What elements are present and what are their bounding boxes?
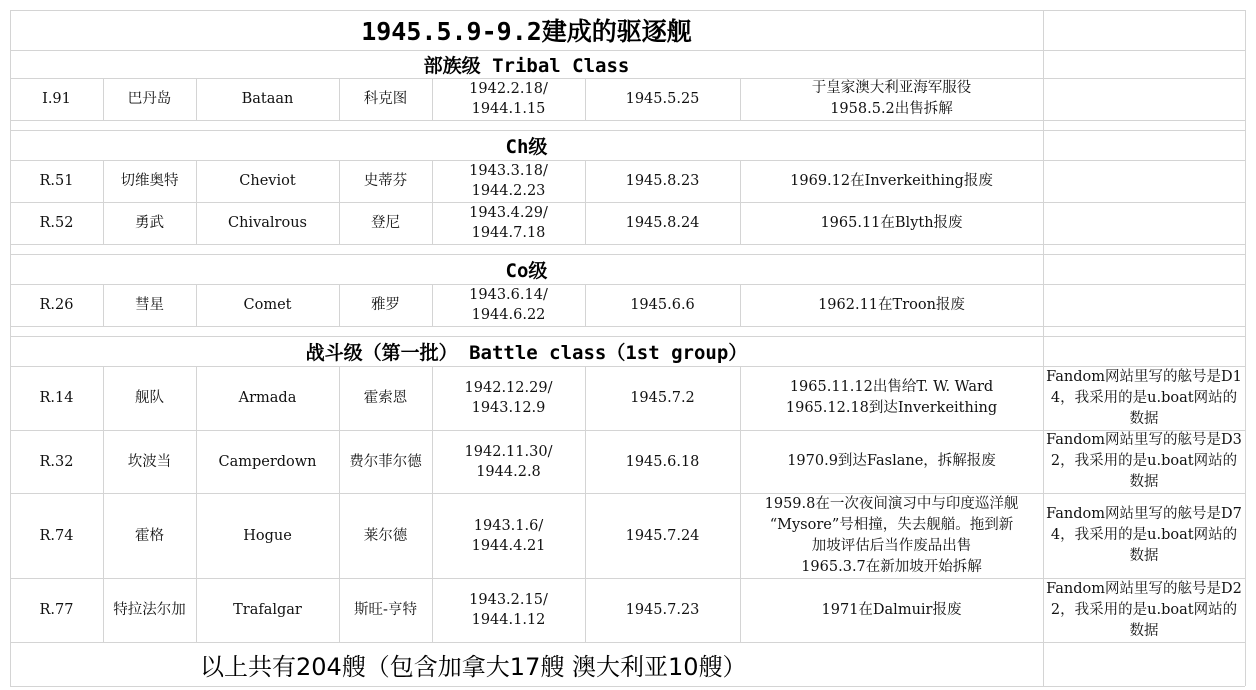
grid-line — [10, 578, 11, 642]
grid-line — [10, 430, 11, 493]
grid-line — [1043, 366, 1044, 430]
grid-line — [1245, 78, 1246, 120]
grid-line — [10, 50, 11, 78]
grid-line — [103, 78, 104, 120]
chinese-name-cell: 坎波当 — [127, 453, 172, 470]
note-cell — [1045, 160, 1243, 202]
grid-line — [1043, 254, 1044, 284]
fate-cell — [740, 578, 1043, 642]
pennant-cell: R.52 — [39, 215, 74, 231]
grid-line — [1245, 430, 1246, 493]
text-line: 1944.1.15 — [471, 101, 546, 117]
grid-line — [432, 284, 433, 326]
dates-cell — [432, 78, 585, 120]
note-cell: Fandom网站里写的舷号是D22，我采用的是u.boat网站的数据 — [1046, 580, 1242, 639]
builder-cell: 霍索恩 — [363, 390, 408, 406]
pennant-cell: R.74 — [39, 527, 74, 544]
builder-cell: 费尔菲尔德 — [349, 453, 422, 470]
grid-line — [432, 160, 433, 202]
grid-line — [339, 493, 340, 578]
builder-cell: 雅罗 — [371, 297, 400, 313]
pennant-cell: R.26 — [39, 297, 74, 313]
grid-line — [10, 160, 11, 202]
grid-line — [10, 284, 1245, 285]
grid-line — [740, 78, 741, 120]
chinese-name-cell: 巴丹岛 — [127, 91, 172, 107]
footer-summary: 以上共有204艘（包含加拿大17艘 澳大利亚10艘） — [200, 652, 747, 681]
fate-cell — [740, 284, 1043, 326]
english-name-cell: Hogue — [243, 527, 292, 544]
dates-cell — [432, 366, 585, 430]
grid-line — [10, 50, 1245, 51]
grid-line — [1043, 578, 1044, 642]
grid-line — [1245, 578, 1246, 642]
grid-line — [339, 202, 340, 244]
page-title: 1945.5.9-9.2建成的驱逐舰 — [361, 17, 692, 46]
grid-line — [1245, 50, 1246, 78]
grid-line — [1043, 284, 1044, 326]
grid-line — [10, 366, 11, 430]
grid-line — [1245, 254, 1246, 284]
grid-line — [1043, 50, 1044, 78]
grid-line — [10, 336, 11, 366]
text-line: 1962.11在Troon报废 — [818, 296, 965, 313]
section-heading: 部族级 Tribal Class — [423, 54, 630, 77]
grid-line — [740, 430, 741, 493]
grid-line — [10, 326, 11, 336]
grid-line — [1043, 120, 1044, 130]
grid-line — [432, 493, 433, 578]
note-cell: Fandom网站里写的舷号是D14，我采用的是u.boat网站的数据 — [1046, 368, 1242, 427]
builder-cell: 莱尔德 — [363, 527, 408, 544]
grid-line — [339, 430, 340, 493]
grid-line — [1245, 120, 1246, 130]
grid-line — [10, 493, 11, 578]
grid-line — [1245, 10, 1246, 50]
chinese-name-cell: 特拉法尔加 — [113, 602, 186, 618]
completed-cell: 1945.7.24 — [625, 527, 700, 544]
grid-line — [585, 366, 586, 430]
grid-line — [339, 578, 340, 642]
grid-line — [10, 78, 11, 120]
grid-line — [10, 642, 1245, 643]
grid-line — [1043, 78, 1044, 120]
grid-line — [1245, 130, 1246, 160]
grid-line — [585, 284, 586, 326]
text-line: 加坡评估后当作废品出售 — [811, 537, 972, 554]
text-line: 1942.11.30/ — [464, 443, 553, 460]
english-name-cell: Trafalgar — [233, 602, 302, 618]
builder-cell: 斯旺-亨特 — [354, 602, 417, 618]
grid-line — [196, 284, 197, 326]
english-name-cell: Chivalrous — [228, 215, 307, 231]
text-line: 1970.9到达Faslane，拆解报废 — [787, 453, 996, 469]
english-name-cell: Cheviot — [239, 173, 296, 189]
grid-line — [1245, 336, 1246, 366]
fate-cell — [740, 430, 1043, 493]
grid-line — [10, 284, 11, 326]
fate-cell — [740, 366, 1043, 430]
text-line: 于皇家澳大利亚海军服役 — [811, 80, 972, 96]
text-line: 1965.12.18到达Inverkeithing — [785, 400, 998, 416]
grid-line — [1245, 244, 1246, 254]
chinese-name-cell: 勇武 — [135, 215, 164, 231]
fate-cell — [740, 202, 1043, 244]
text-line: 1943.2.15/ — [469, 592, 548, 608]
grid-line — [196, 366, 197, 430]
dates-cell — [432, 202, 585, 244]
grid-line — [103, 202, 104, 244]
grid-line — [1043, 130, 1044, 160]
grid-line — [103, 160, 104, 202]
note-cell — [1045, 284, 1243, 326]
grid-line — [1245, 284, 1246, 326]
text-line: “Mysore”号相撞，失去舰艏。拖到新 — [769, 516, 1014, 533]
text-line: 1944.2.8 — [476, 463, 541, 480]
grid-line — [1245, 642, 1246, 686]
grid-line — [103, 493, 104, 578]
text-line: 1943.4.29/ — [469, 205, 548, 221]
grid-line — [432, 366, 433, 430]
completed-cell: 1945.8.23 — [625, 173, 700, 189]
grid-line — [10, 254, 11, 284]
grid-line — [10, 244, 11, 254]
text-line: 1965.11.12出售给T. W. Ward — [789, 379, 994, 395]
grid-line — [1043, 336, 1044, 366]
grid-line — [10, 366, 1245, 367]
grid-line — [740, 202, 741, 244]
grid-line — [740, 284, 741, 326]
grid-line — [196, 160, 197, 202]
grid-line — [1043, 642, 1044, 686]
text-line: 1958.5.2出售拆解 — [830, 101, 953, 117]
grid-line — [196, 430, 197, 493]
grid-line — [10, 78, 1245, 79]
text-line: 1965.3.7在新加坡开始拆解 — [801, 558, 982, 575]
fate-cell — [740, 78, 1043, 120]
grid-line — [10, 686, 1245, 687]
grid-line — [740, 366, 741, 430]
grid-line — [10, 10, 1245, 11]
dates-cell — [432, 284, 585, 326]
grid-line — [1043, 10, 1044, 50]
grid-line — [10, 202, 11, 244]
grid-line — [1245, 326, 1246, 336]
grid-line — [1043, 160, 1044, 202]
section-heading: Ch级 — [505, 135, 548, 158]
completed-cell: 1945.6.6 — [630, 297, 695, 313]
grid-line — [10, 120, 1245, 121]
grid-line — [10, 254, 1245, 255]
chinese-name-cell: 霍格 — [135, 527, 164, 544]
pennant-cell: R.51 — [39, 173, 74, 189]
grid-line — [1245, 493, 1246, 578]
grid-line — [740, 160, 741, 202]
grid-line — [339, 366, 340, 430]
grid-line — [585, 578, 586, 642]
text-line: 1969.12在Inverkeithing报废 — [790, 172, 993, 189]
english-name-cell: Comet — [243, 297, 292, 313]
grid-line — [585, 493, 586, 578]
english-name-cell: Camperdown — [218, 453, 317, 470]
grid-line — [1043, 493, 1044, 578]
grid-line — [10, 130, 11, 160]
grid-line — [10, 120, 11, 130]
text-line: 1943.12.9 — [471, 400, 546, 416]
grid-line — [196, 202, 197, 244]
completed-cell: 1945.7.23 — [625, 602, 700, 618]
completed-cell: 1945.6.18 — [625, 453, 700, 470]
grid-line — [10, 326, 1245, 327]
text-line: 1942.2.18/ — [469, 81, 548, 97]
grid-line — [1245, 160, 1246, 202]
grid-line — [1043, 326, 1044, 336]
section-heading: Co级 — [505, 259, 548, 282]
grid-line — [740, 493, 741, 578]
grid-line — [339, 78, 340, 120]
fate-cell — [740, 160, 1043, 202]
grid-line — [1245, 366, 1246, 430]
grid-line — [10, 160, 1245, 161]
grid-line — [740, 578, 741, 642]
dates-cell — [432, 430, 585, 493]
english-name-cell: Armada — [238, 390, 297, 406]
grid-line — [339, 284, 340, 326]
note-cell — [1045, 202, 1243, 244]
grid-line — [10, 642, 11, 686]
grid-line — [10, 130, 1245, 131]
grid-line — [1043, 202, 1044, 244]
text-line: 1965.11在Blyth报废 — [820, 214, 963, 231]
text-line: 1944.2.23 — [471, 183, 546, 199]
text-line: 1944.6.22 — [471, 307, 546, 323]
grid-line — [103, 578, 104, 642]
note-cell: Fandom网站里写的舷号是D74，我采用的是u.boat网站的数据 — [1046, 506, 1242, 564]
pennant-cell: R.77 — [39, 602, 74, 618]
grid-line — [585, 430, 586, 493]
grid-line — [432, 78, 433, 120]
text-line: 1959.8在一次夜间演习中与印度巡洋舰 — [764, 495, 1019, 512]
section-heading: 战斗级（第一批） Battle class（1st group） — [305, 341, 748, 364]
text-line: 1944.7.18 — [471, 225, 546, 241]
grid-line — [196, 493, 197, 578]
completed-cell: 1945.8.24 — [625, 215, 700, 231]
chinese-name-cell: 切维奥特 — [120, 173, 179, 189]
grid-line — [10, 336, 1245, 337]
note-cell: Fandom网站里写的舷号是D32，我采用的是u.boat网站的数据 — [1046, 432, 1242, 490]
grid-line — [339, 160, 340, 202]
grid-line — [585, 160, 586, 202]
grid-line — [10, 244, 1245, 245]
grid-line — [1043, 244, 1044, 254]
text-line: 1944.4.21 — [471, 537, 546, 554]
grid-line — [103, 430, 104, 493]
text-line: 1943.6.14/ — [469, 287, 548, 303]
grid-line — [585, 202, 586, 244]
grid-line — [103, 284, 104, 326]
grid-line — [432, 430, 433, 493]
completed-cell: 1945.5.25 — [625, 91, 700, 107]
text-line: 1944.1.12 — [471, 612, 546, 628]
pennant-cell: R.14 — [39, 390, 74, 406]
english-name-cell: Bataan — [241, 91, 294, 107]
dates-cell — [432, 578, 585, 642]
grid-line — [103, 366, 104, 430]
builder-cell: 史蒂芬 — [363, 173, 408, 189]
fate-cell — [740, 493, 1043, 578]
completed-cell: 1945.7.2 — [630, 390, 695, 406]
dates-cell — [432, 160, 585, 202]
grid-line — [1043, 430, 1044, 493]
grid-line — [432, 578, 433, 642]
grid-line — [432, 202, 433, 244]
builder-cell: 科克图 — [363, 91, 408, 107]
pennant-cell: R.32 — [39, 453, 74, 470]
grid-line — [196, 578, 197, 642]
dates-cell — [432, 493, 585, 578]
note-cell — [1045, 78, 1243, 120]
grid-line — [1245, 202, 1246, 244]
grid-line — [585, 78, 586, 120]
text-line: 1943.1.6/ — [473, 517, 544, 534]
chinese-name-cell: 彗星 — [135, 297, 164, 313]
grid-line — [10, 10, 11, 50]
chinese-name-cell: 舰队 — [135, 390, 164, 406]
text-line: 1943.3.18/ — [469, 163, 548, 179]
text-line: 1971在Dalmuir报废 — [821, 601, 962, 618]
builder-cell: 登尼 — [371, 215, 400, 231]
text-line: 1942.12.29/ — [464, 380, 553, 396]
grid-line — [196, 78, 197, 120]
pennant-cell: I.91 — [42, 91, 71, 107]
